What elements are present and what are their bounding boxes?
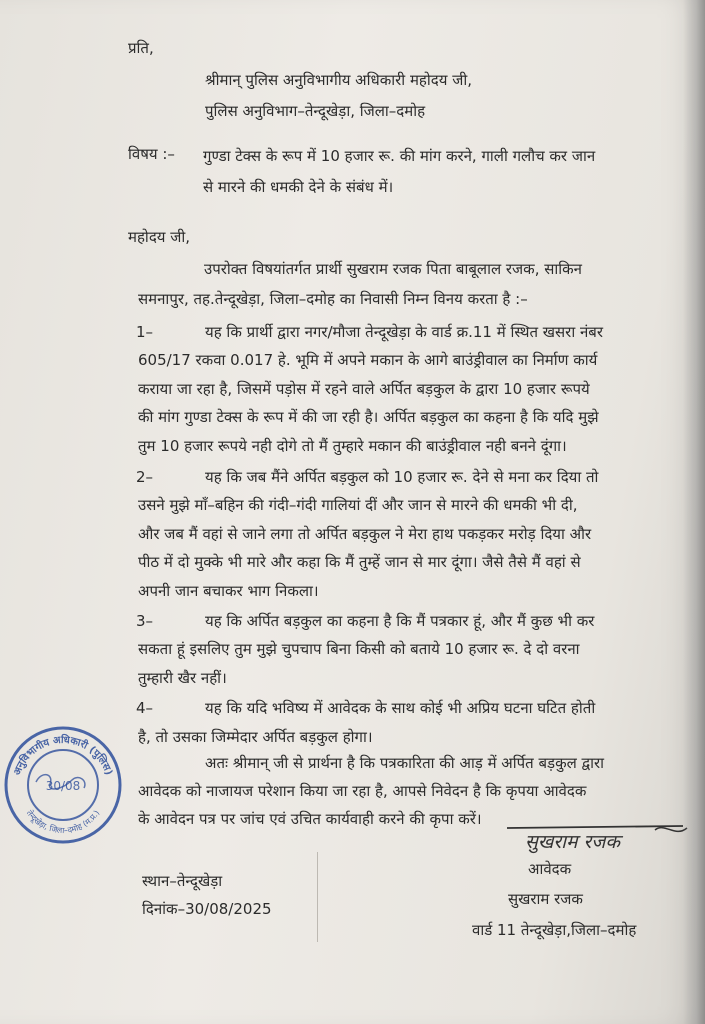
point-number: 3– <box>136 612 154 630</box>
signature-divider <box>317 852 318 942</box>
point-line: तुम्हारी खैर नहीं। <box>138 669 227 687</box>
subject-label: विषय :– <box>128 145 175 163</box>
point-line: सकता हूं इसलिए तुम मुझे चुपचाप बिना किसी को बताये 10 हजार रू. दे दो वरना <box>138 640 580 658</box>
seal-bottom-text: तेन्दूखेड़ा, जिला–दमोह (म.प्र.) <box>24 808 102 836</box>
recipient-line-1: श्रीमान् पुलिस अनुविभागीय अधिकारी महोदय जी, <box>205 71 472 89</box>
greeting: महोदय जी, <box>128 228 191 246</box>
seal-top-text: अनुविभागीय अधिकारी (पुलिस) <box>12 734 114 777</box>
point-line: यह कि यदि भविष्य में आवेदक के साथ कोई भी अप्रिय घटना घटित होती <box>205 699 596 717</box>
point-number: 2– <box>136 468 154 486</box>
point-line: और जब मैं वहां से जाने लगा तो अर्पित बड़कुल ने मेरा हाथ पकड़कर मरोड़ दिया और <box>138 525 592 543</box>
seal-inner-text: 30/08 <box>45 779 81 793</box>
point-line: यह कि जब मैंने अर्पित बड़कुल को 10 हजार रू. देने से मना कर दिया तो <box>205 468 599 486</box>
subject-line-1: गुण्डा टेक्स के रूप में 10 हजार रू. की मांग करने, गाली गलौच कर जान <box>203 147 596 165</box>
svg-text:तेन्दूखेड़ा, जिला–दमोह (म.प्र. <box>25 808 102 835</box>
point-line: तुम 10 हजार रूपये नही दोगे तो मैं तुम्हारे मकान की बाउंड्रीवाल नही बनने दूंगा। <box>138 437 567 455</box>
point-line: की मांग गुण्डा टेक्स के रूप में की जा रही है। अर्पित बड़कुल का कहना है कि यदि मुझे <box>138 408 599 426</box>
closing-line-1: अतः श्रीमान् जी से प्रार्थना है कि पत्रकारिता की आड़ में अर्पित बड़कुल द्वारा <box>205 754 605 772</box>
page-edge-shadow <box>683 0 705 1024</box>
point-line: पीठ में दो मुक्के भी मारे और कहा कि मैं तुम्हें जान से मार दूंगा। जैसे तैसे मैं वहां से <box>138 553 581 571</box>
applicant-signature <box>505 818 690 858</box>
recipient-line-2: पुलिस अनुविभाग–तेन्दूखेड़ा, जिला–दमोह <box>205 102 426 120</box>
point-line: अपनी जान बचाकर भाग निकला। <box>138 582 319 600</box>
point-number: 4– <box>136 699 154 717</box>
point-line: यह कि अर्पित बड़कुल का कहना है कि मैं पत्रकार हूं, और मैं कुछ भी कर <box>205 612 595 630</box>
official-seal-stamp <box>2 724 124 846</box>
closing-line-3: के आवेदन पत्र पर जांच एवं उचित कार्यवाही करने की कृपा करें। <box>138 810 482 828</box>
point-line: कराया जा रहा है, जिसमें पड़ोस में रहने वाले अर्पित बड़कुल के द्वारा 10 हजार रूपये <box>138 380 590 398</box>
place: स्थान–तेन्दूखेड़ा <box>142 872 223 890</box>
date: दिनांक–30/08/2025 <box>142 900 272 918</box>
applicant-label: आवेदक <box>528 860 572 878</box>
point-number: 1– <box>136 323 154 341</box>
signature-text: सुखराम रजक <box>525 831 620 853</box>
subject-line-2: से मारने की धमकी देने के संबंध में। <box>203 178 394 196</box>
point-line: यह कि प्रार्थी द्वारा नगर/मौजा तेन्दूखेड़ा के वार्ड क्र.11 में स्थित खसरा नंबर <box>205 323 603 341</box>
applicant-address: वार्ड 11 तेन्दूखेड़ा,जिला–दमोह <box>472 921 637 939</box>
point-line: है, तो उसका जिम्मेदार अर्पित बड़कुल होगा। <box>138 728 373 746</box>
intro-line-1: उपरोक्त विषयांतर्गत प्रार्थी सुखराम रजक पिता बाबूलाल रजक, साकिन <box>204 260 582 278</box>
intro-line-2: समनापुर, तह.तेन्दूखेड़ा, जिला–दमोह का निवासी निम्न विनय करता है :– <box>138 290 528 308</box>
point-line: 605/17 रकवा 0.017 हे. भूमि में अपने मकान के आगे बाउंड्रीवाल का निर्माण कार्य <box>138 351 598 369</box>
salutation-to: प्रति, <box>128 39 154 57</box>
applicant-name: सुखराम रजक <box>508 890 583 908</box>
point-line: उसने मुझे माँ–बहिन की गंदी–गंदी गालियां दीं और जान से मारने की धमकी भी दी, <box>138 496 578 514</box>
closing-line-2: आवेदक को नाजायज परेशान किया जा रहा है, आपसे निवेदन है कि कृपया आवेदक <box>138 782 587 800</box>
